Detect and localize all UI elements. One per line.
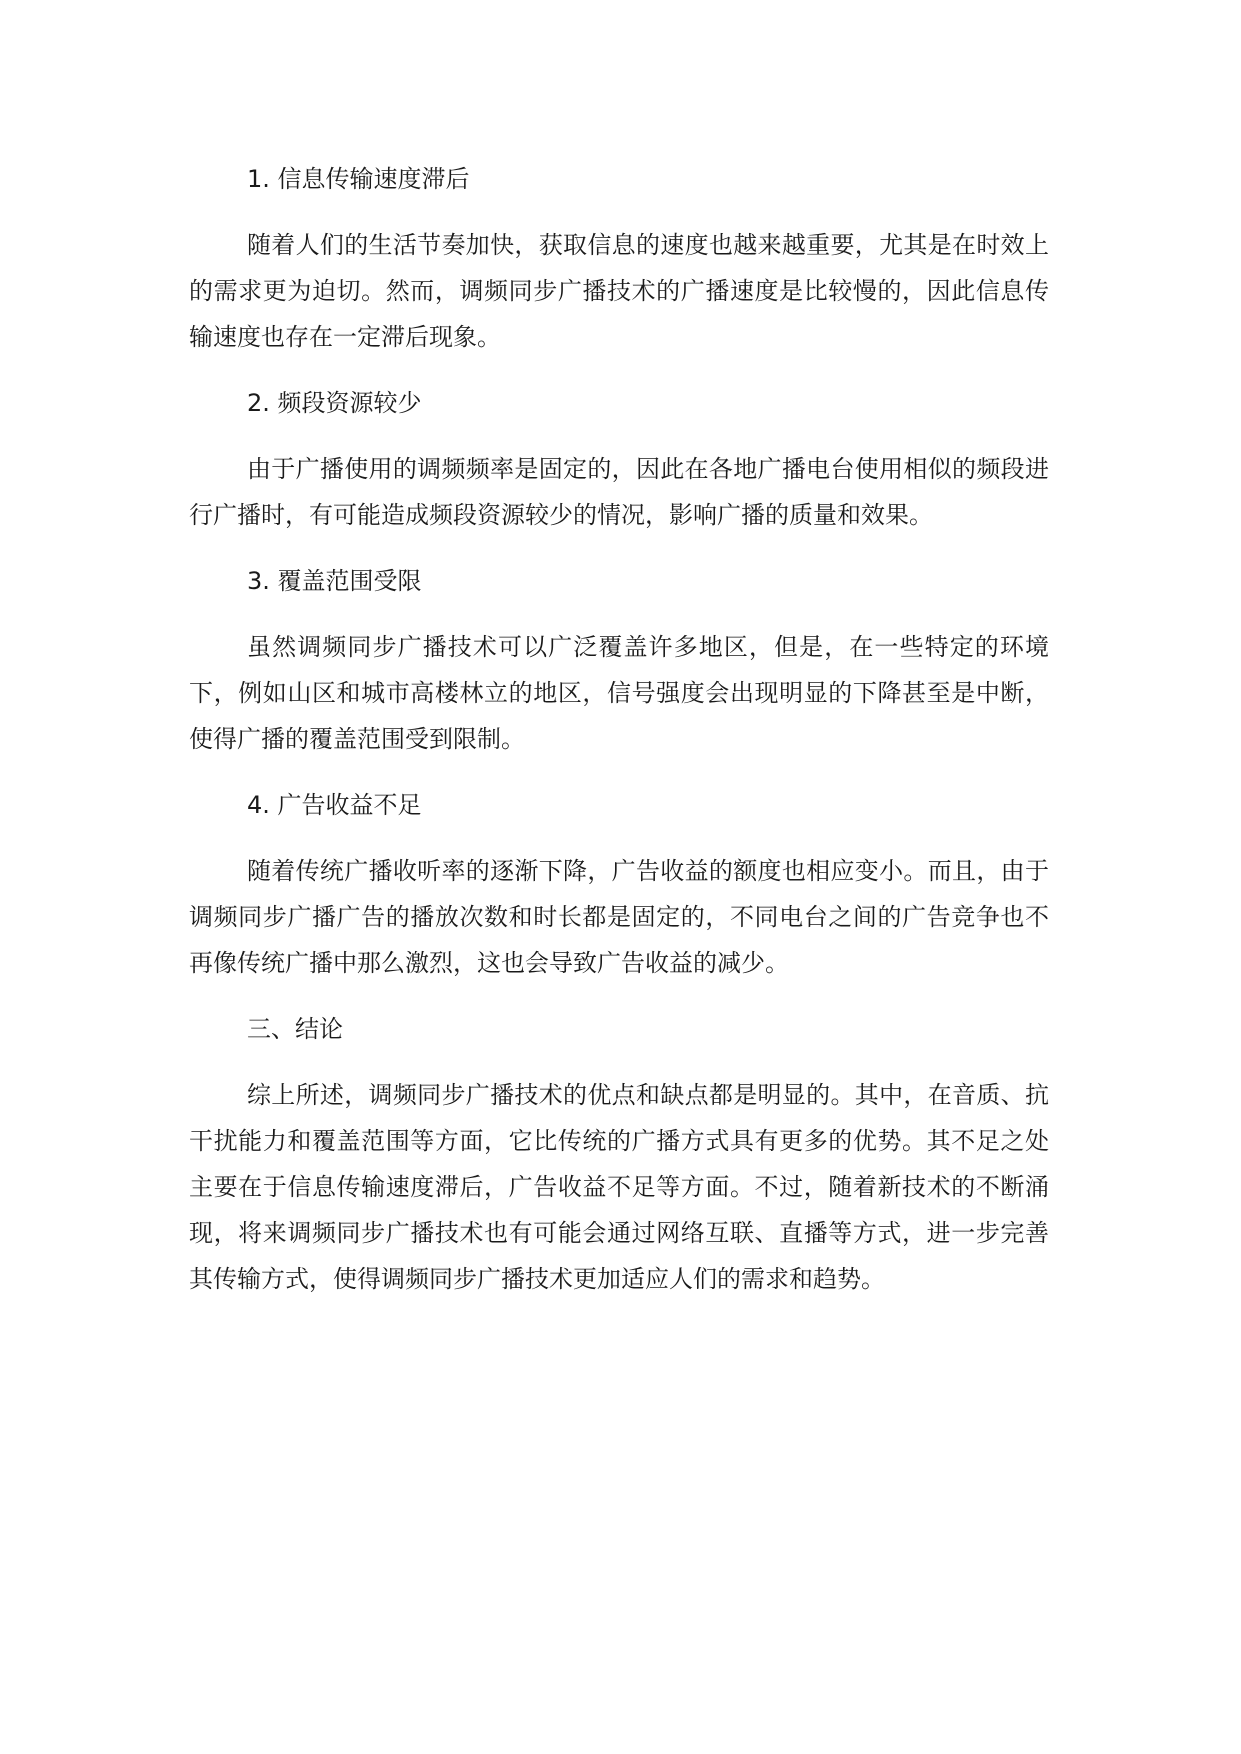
section-paragraph-speed-lag: 随着人们的生活节奏加快，获取信息的速度也越来越重要，尤其是在时效上的需求更为迫切。然而，调频同步广播技术的广播速度是比较慢的，因此信息传输速度也存在一定滞后现象。 xyxy=(189,231,1049,351)
section-heading-coverage-limit: 3. 覆盖范围受限 xyxy=(247,567,422,595)
section-paragraph-band-resources: 由于广播使用的调频频率是固定的，因此在各地广播电台使用相似的频段进行广播时，有可能造成频段资源较少的情况，影响广播的质量和效果。 xyxy=(189,455,1049,529)
section-heading-conclusion: 三、结论 xyxy=(247,1015,343,1043)
section-paragraph-conclusion: 综上所述，调频同步广播技术的优点和缺点都是明显的。其中，在音质、抗干扰能力和覆盖范围等方面，它比传统的广播方式具有更多的优势。其不足之处主要在于信息传输速度滞后，广告收益不足等方面。不过，随着新技术的不断涌现，将来调频同步广播技术也有可能会通过网络互联、直播等方式，进一步完善其传输方式，使得调频同步广播技术更加适应人们的需求和趋势。 xyxy=(189,1081,1049,1293)
section-heading-speed-lag: 1. 信息传输速度滞后 xyxy=(247,165,470,193)
section-heading-ad-revenue: 4. 广告收益不足 xyxy=(247,791,422,819)
section-paragraph-ad-revenue: 随着传统广播收听率的逐渐下降，广告收益的额度也相应变小。而且，由于调频同步广播广告的播放次数和时长都是固定的，不同电台之间的广告竞争也不再像传统广播中那么激烈，这也会导致广告收益的减少。 xyxy=(189,857,1049,977)
section-paragraph-coverage-limit: 虽然调频同步广播技术可以广泛覆盖许多地区，但是，在一些特定的环境下，例如山区和城市高楼林立的地区，信号强度会出现明显的下降甚至是中断，使得广播的覆盖范围受到限制。 xyxy=(189,633,1049,753)
document-body xyxy=(189,156,1049,1322)
section-heading-band-resources: 2. 频段资源较少 xyxy=(247,389,422,417)
